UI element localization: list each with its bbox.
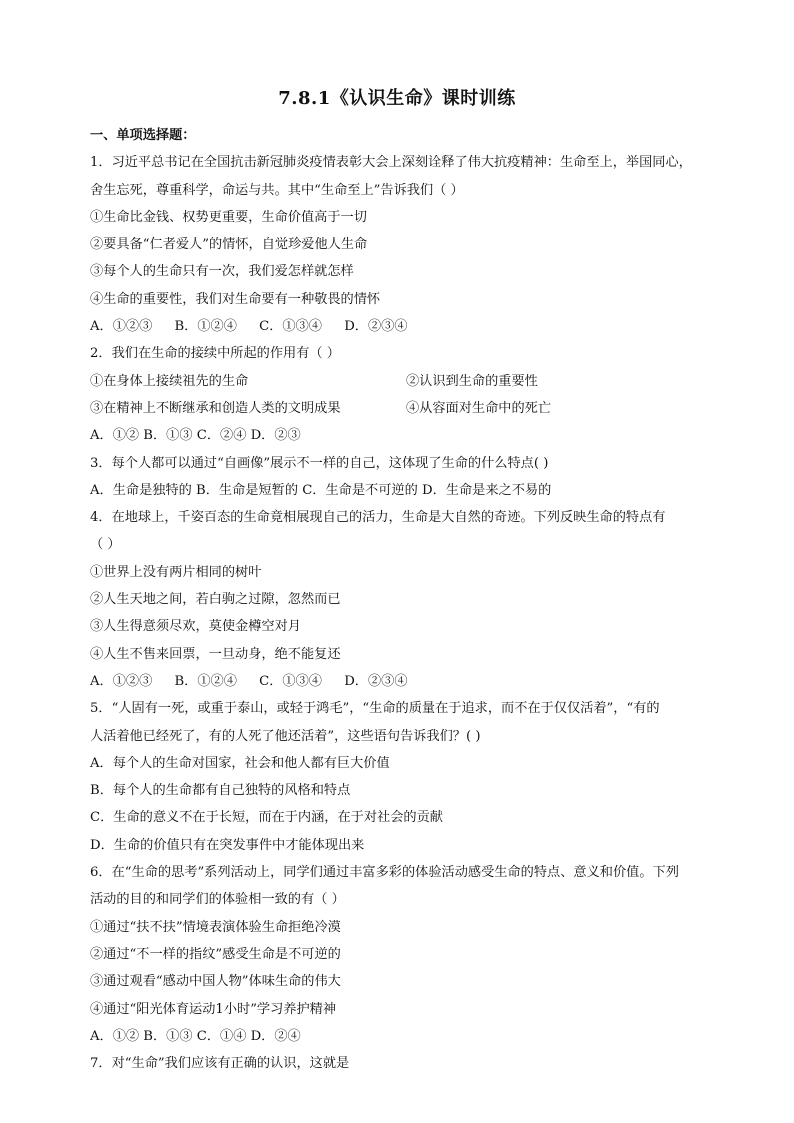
q1-item-1: ①生命比金钱、权势更重要，生命价值高于一切 [90,209,367,225]
q1-option-c: C．①③④ [259,319,322,335]
q1-option-a: A．①②③ [90,319,153,335]
q5-stem-line-1: 5．“人固有一死，或重于泰山，或轻于鸿毛”，“生命的质量在于追求，而不在于仅仅活着”，“有的 [90,701,660,717]
q2-item-4: ④从容面对生命中的死亡 [406,400,552,416]
q1-options [90,313,730,340]
q2-options: A．①② B．①③ C．②④ D．②③ [90,428,301,444]
q1-item-2: ②要具备“仁者爱人”的情怀，自觉珍爱他人生命 [90,237,368,253]
q4-item-2: ②人生天地之间，若白驹之过隙，忽然而已 [90,592,341,608]
q4-option-d: D．②③④ [344,673,408,689]
q1-item-3: ③每个人的生命只有一次，我们爱怎样就怎样 [90,264,354,280]
q6-stem-line-1: 6．在“生命的思考”系列活动上，同学们通过丰富多彩的体验活动感受生命的特点、意义和价值。下列 [90,865,679,881]
q5-stem-line-2: 人活着他已经死了，有的人死了他还活着”，这些语句告诉我们？( ) [90,728,481,744]
q4-option-a: A．①②③ [90,673,153,689]
q6-options: A．①② B．①③ C．①④ D．②④ [90,1028,301,1044]
q2-stem: 2．我们在生命的接续中所起的作用有（ ） [90,346,340,362]
q6-item-3: ③通过观看“感动中国人物”体味生命的伟大 [90,974,341,990]
section-heading: 一、单项选择题： [90,128,196,143]
q6-item-2: ②通过“不一样的指纹”感受生命是不可逆的 [90,946,341,962]
q4-stem-line-2: （ ） [90,537,121,553]
q4-options [90,668,730,695]
q4-option-b: B．①②④ [174,673,237,689]
q2-items-row-1 [90,368,730,395]
q4-item-1: ①世界上没有两片相同的树叶 [90,564,262,580]
q7-stem: 7．对“生命”我们应该有正确的认识，这就是 [90,1056,350,1072]
q4-item-4: ④人生不售来回票，一旦动身，绝不能复还 [90,646,341,662]
q2-item-1: ①在身体上接续祖先的生命 [90,373,249,389]
q5-option-b: B．每个人的生命都有自己独特的风格和特点 [90,783,351,799]
q3-stem: 3．每个人都可以通过“自画像”展示不一样的自己，这体现了生命的什么特点( ) [90,455,549,471]
q1-option-d: D．②③④ [344,319,408,335]
q2-items-row-2 [90,395,730,422]
q5-option-c: C．生命的意义不在于长短，而在于内涵，在于对社会的贡献 [90,810,443,826]
q2-item-3: ③在精神上不断继承和创造人类的文明成果 [90,400,341,416]
q6-item-4: ④通过“阳光体育运动1小时”学习养护精神 [90,1001,337,1017]
q4-option-c: C．①③④ [259,673,322,689]
q6-stem-line-2: 活动的目的和同学们的体验相一致的有（ ） [90,892,345,908]
q4-item-3: ③人生得意须尽欢，莫使金樽空对月 [90,619,301,635]
q1-option-b: B．①②④ [174,319,237,335]
q6-item-1: ①通过“扶不扶”情境表演体验生命拒绝冷漠 [90,919,341,935]
page-title: 7.8.1《认识生命》课时训练 [278,88,516,109]
q2-item-2: ②认识到生命的重要性 [406,373,538,389]
q4-stem-line-1: 4．在地球上，千姿百态的生命竟相展现自己的活力，生命是大自然的奇迹。下列反映生命的特点有 [90,510,666,526]
question-list [90,122,730,1077]
q3-options: A．生命是独特的 B．生命是短暂的 C．生命是不可逆的 D．生命是来之不易的 [90,482,552,498]
q5-option-d: D．生命的价值只有在突发事件中才能体现出来 [90,837,365,853]
q1-stem-line-2: 舍生忘死，尊重科学，命运与共。其中“生命至上”告诉我们（ ） [90,182,464,198]
q1-item-4: ④生命的重要性，我们对生命要有一种敬畏的情怀 [90,291,381,307]
q5-option-a: A．每个人的生命对国家，社会和他人都有巨大价值 [90,755,390,771]
q1-stem-line-1: 1．习近平总书记在全国抗击新冠肺炎疫情表彰大会上深刻诠释了伟大抗疫精神：生命至上，举国同心， [90,155,692,171]
